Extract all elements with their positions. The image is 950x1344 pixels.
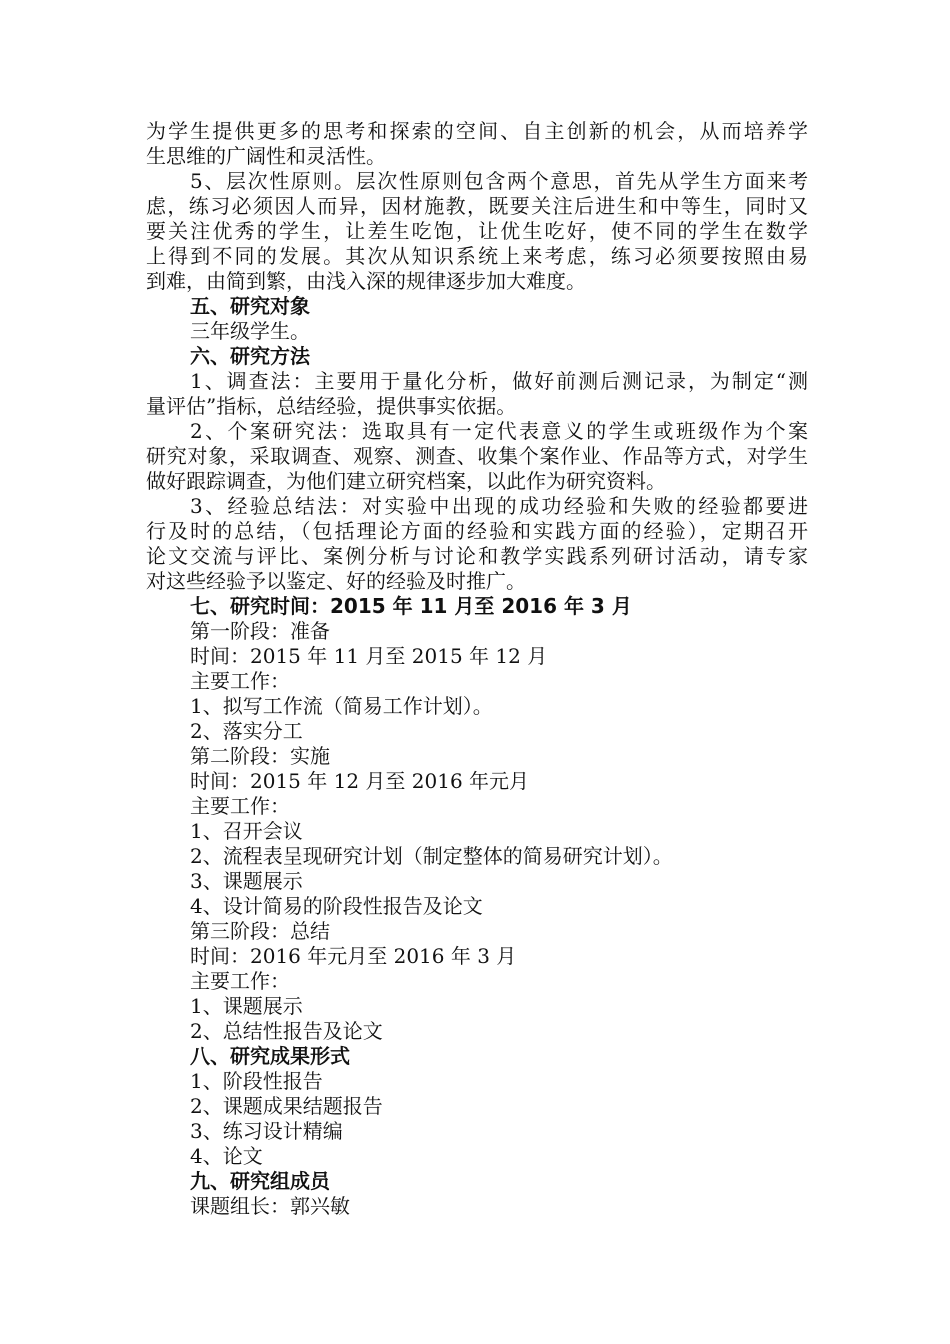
text-line: 三年级学生。 (190, 319, 310, 343)
text-line: 2、流程表呈现研究计划（制定整体的简易研究计划）。 (190, 844, 673, 868)
text-line: 生思维的广阔性和灵活性。 (146, 144, 386, 168)
text-line: 对这些经验予以鉴定、好的经验及时推广。 (146, 569, 526, 593)
text-line: 1、调查法：主要用于量化分析，做好前测后测记录，为制定“测 (190, 369, 808, 393)
text-line: 4、论文 (190, 1144, 263, 1168)
text-line: 第二阶段：实施 (190, 744, 330, 768)
text-line: 3、练习设计精编 (190, 1119, 343, 1143)
text-line: 上得到不同的发展。其次从知识系统上来考虑，练习必须要按照由易 (146, 244, 808, 268)
text-line: 1、课题展示 (190, 994, 303, 1018)
text-line: 第三阶段：总结 (190, 919, 330, 943)
text-line: 主要工作： (190, 969, 290, 993)
section-heading: 六、研究方法 (190, 344, 310, 368)
text-line: 2、个案研究法：选取具有一定代表意义的学生或班级作为个案 (190, 419, 808, 443)
text-line: 第一阶段：准备 (190, 619, 330, 643)
text-line: 主要工作： (190, 669, 290, 693)
text-line: 3、经验总结法：对实验中出现的成功经验和失败的经验都要进 (190, 494, 808, 518)
text-line: 研究对象，采取调查、观察、测查、收集个案作业、作品等方式，对学生 (146, 444, 808, 468)
section-heading: 五、研究对象 (190, 294, 310, 318)
text-line: 3、课题展示 (190, 869, 303, 893)
text-line: 1、拟写工作流（简易工作计划）。 (190, 694, 493, 718)
section-heading: 九、研究组成员 (190, 1169, 330, 1193)
text-line: 到难，由简到繁，由浅入深的规律逐步加大难度。 (146, 269, 586, 293)
text-line: 主要工作： (190, 794, 290, 818)
text-line: 时间：2015 年 11 月至 2015 年 12 月 (190, 644, 548, 668)
text-line: 2、总结性报告及论文 (190, 1019, 383, 1043)
text-line: 时间：2016 年元月至 2016 年 3 月 (190, 944, 517, 968)
text-line: 量评估”指标，总结经验，提供事实依据。 (146, 394, 517, 418)
text-line: 2、落实分工 (190, 719, 303, 743)
text-line: 1、阶段性报告 (190, 1069, 323, 1093)
text-line: 虑，练习必须因人而异，因材施教，既要关注后进生和中等生，同时又 (146, 194, 808, 218)
section-heading: 八、研究成果形式 (190, 1044, 350, 1068)
text-line: 做好跟踪调查，为他们建立研究档案，以此作为研究资料。 (146, 469, 666, 493)
text-line: 课题组长：郭兴敏 (190, 1194, 350, 1218)
text-line: 2、课题成果结题报告 (190, 1094, 383, 1118)
text-line: 为学生提供更多的思考和探索的空间、自主创新的机会，从而培养学 (146, 119, 808, 143)
text-line: 1、召开会议 (190, 819, 303, 843)
text-line: 4、设计简易的阶段性报告及论文 (190, 894, 483, 918)
text-line: 要关注优秀的学生，让差生吃饱，让优生吃好，使不同的学生在数学 (146, 219, 808, 243)
section-heading: 七、研究时间：2015 年 11 月至 2016 年 3 月 (190, 594, 632, 618)
text-line: 论文交流与评比、案例分析与讨论和教学实践系列研讨活动，请专家 (146, 544, 808, 568)
text-line: 5、层次性原则。层次性原则包含两个意思，首先从学生方面来考 (190, 169, 808, 193)
text-line: 时间：2015 年 12 月至 2016 年元月 (190, 769, 530, 793)
document-page (146, 119, 808, 1219)
text-line: 行及时的总结，（包括理论方面的经验和实践方面的经验），定期召开 (146, 519, 808, 543)
